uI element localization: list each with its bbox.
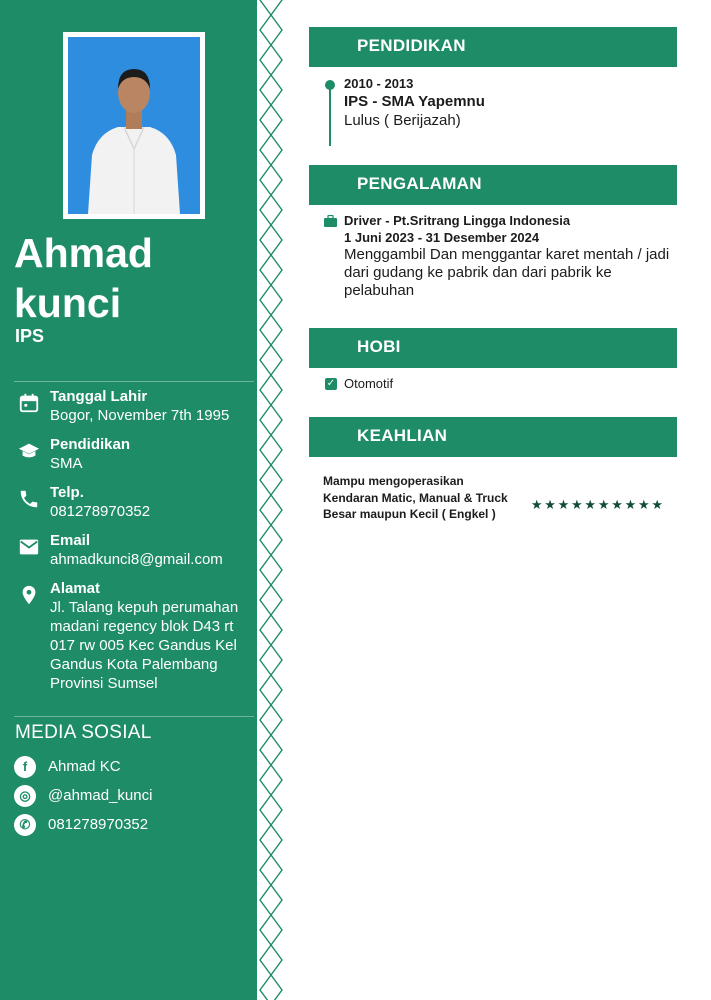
sidebar-divider	[14, 381, 254, 382]
skill-text: Mampu mengoperasikan Kendaran Matic, Manual & Truck Besar maupun Kecil ( Engkel )	[323, 474, 508, 521]
experience-role: Driver - Pt.Sritrang Lingga Indonesia	[344, 213, 571, 228]
star-icon: ★	[611, 498, 623, 513]
star-icon: ★	[624, 498, 637, 513]
timeline-dot	[325, 80, 335, 90]
education-period: 2010 - 2013	[344, 76, 414, 91]
checkbox-icon: ✓	[326, 378, 336, 389]
diamond-pattern	[257, 0, 285, 1000]
whatsapp-icon: ✆	[14, 814, 36, 836]
section-header-education	[309, 27, 677, 67]
social-whatsapp[interactable]	[14, 814, 254, 838]
instagram-icon: ◎	[14, 785, 36, 807]
profile-subtitle: IPS	[15, 326, 45, 346]
section-title: PENDIDIKAN	[357, 36, 466, 55]
graduation-cap-icon	[18, 440, 40, 462]
experience-description: Menggambil Dan menggantar karet mentah / jadi dari gudang ke pabrik dan dari pabrik ke pelabuhan	[344, 246, 670, 299]
star-icon: ★	[651, 498, 664, 513]
info-label: Alamat	[50, 580, 101, 597]
section-title: KEAHLIAN	[357, 426, 448, 445]
section-header-hobby	[309, 328, 677, 368]
social-instagram[interactable]	[14, 785, 254, 809]
section-title: HOBI	[357, 337, 401, 356]
diamond-pattern-strip	[257, 0, 285, 1000]
info-label: Pendidikan	[50, 436, 131, 453]
skill-rating	[530, 494, 678, 513]
info-value: ahmadkunci8@gmail.com	[50, 551, 223, 568]
location-pin-icon	[18, 584, 40, 606]
sidebar-divider	[14, 716, 254, 717]
section-header-skills	[309, 417, 677, 457]
email-icon	[18, 536, 40, 558]
phone-icon	[18, 488, 40, 510]
profile-photo	[68, 37, 200, 214]
star-icon: ★	[637, 498, 650, 513]
star-icon: ★	[557, 498, 570, 513]
star-icon: ★	[544, 498, 556, 513]
facebook-icon: f	[14, 756, 36, 778]
info-label: Telp.	[50, 484, 84, 501]
info-value: Bogor, November 7th 1995	[50, 407, 230, 424]
calendar-icon	[18, 392, 40, 414]
experience-period: 1 Juni 2023 - 31 Desember 2024	[344, 230, 540, 245]
star-icon: ★	[530, 498, 543, 513]
info-label: Tanggal Lahir	[50, 388, 148, 405]
social-title: MEDIA SOSIAL	[15, 722, 152, 743]
briefcase-icon	[324, 215, 337, 227]
info-label: Email	[50, 532, 91, 549]
info-email	[14, 532, 254, 572]
timeline-line	[329, 82, 331, 146]
social-text: Ahmad KC	[48, 758, 121, 775]
social-facebook[interactable]	[14, 756, 254, 780]
social-text: 081278970352	[48, 816, 149, 833]
info-phone	[14, 484, 254, 524]
info-address	[14, 580, 254, 710]
info-value: 081278970352	[50, 503, 151, 520]
education-status: Lulus ( Berijazah)	[344, 112, 461, 129]
profile-photo-frame	[63, 32, 205, 219]
info-value: Jl. Talang kepuh perumahan madani regency blok D43 rt 017 rw 005 Kec Gandus Kel Gandus Kota Palembang Provinsi Sumsel	[50, 599, 239, 692]
star-icon: ★	[597, 498, 610, 513]
info-birth	[14, 388, 254, 428]
info-education	[14, 436, 254, 476]
star-icon: ★	[571, 498, 583, 513]
star-icon: ★	[584, 498, 597, 513]
profile-name: Ahmad kunci	[14, 230, 153, 326]
sidebar	[0, 0, 257, 1000]
section-header-experience	[309, 165, 677, 205]
hobby-item: Otomotif	[344, 376, 394, 391]
info-value: SMA	[50, 455, 83, 472]
social-text: @ahmad_kunci	[48, 787, 153, 804]
education-school: IPS - SMA Yapemnu	[344, 93, 485, 110]
section-title: PENGALAMAN	[357, 174, 482, 193]
